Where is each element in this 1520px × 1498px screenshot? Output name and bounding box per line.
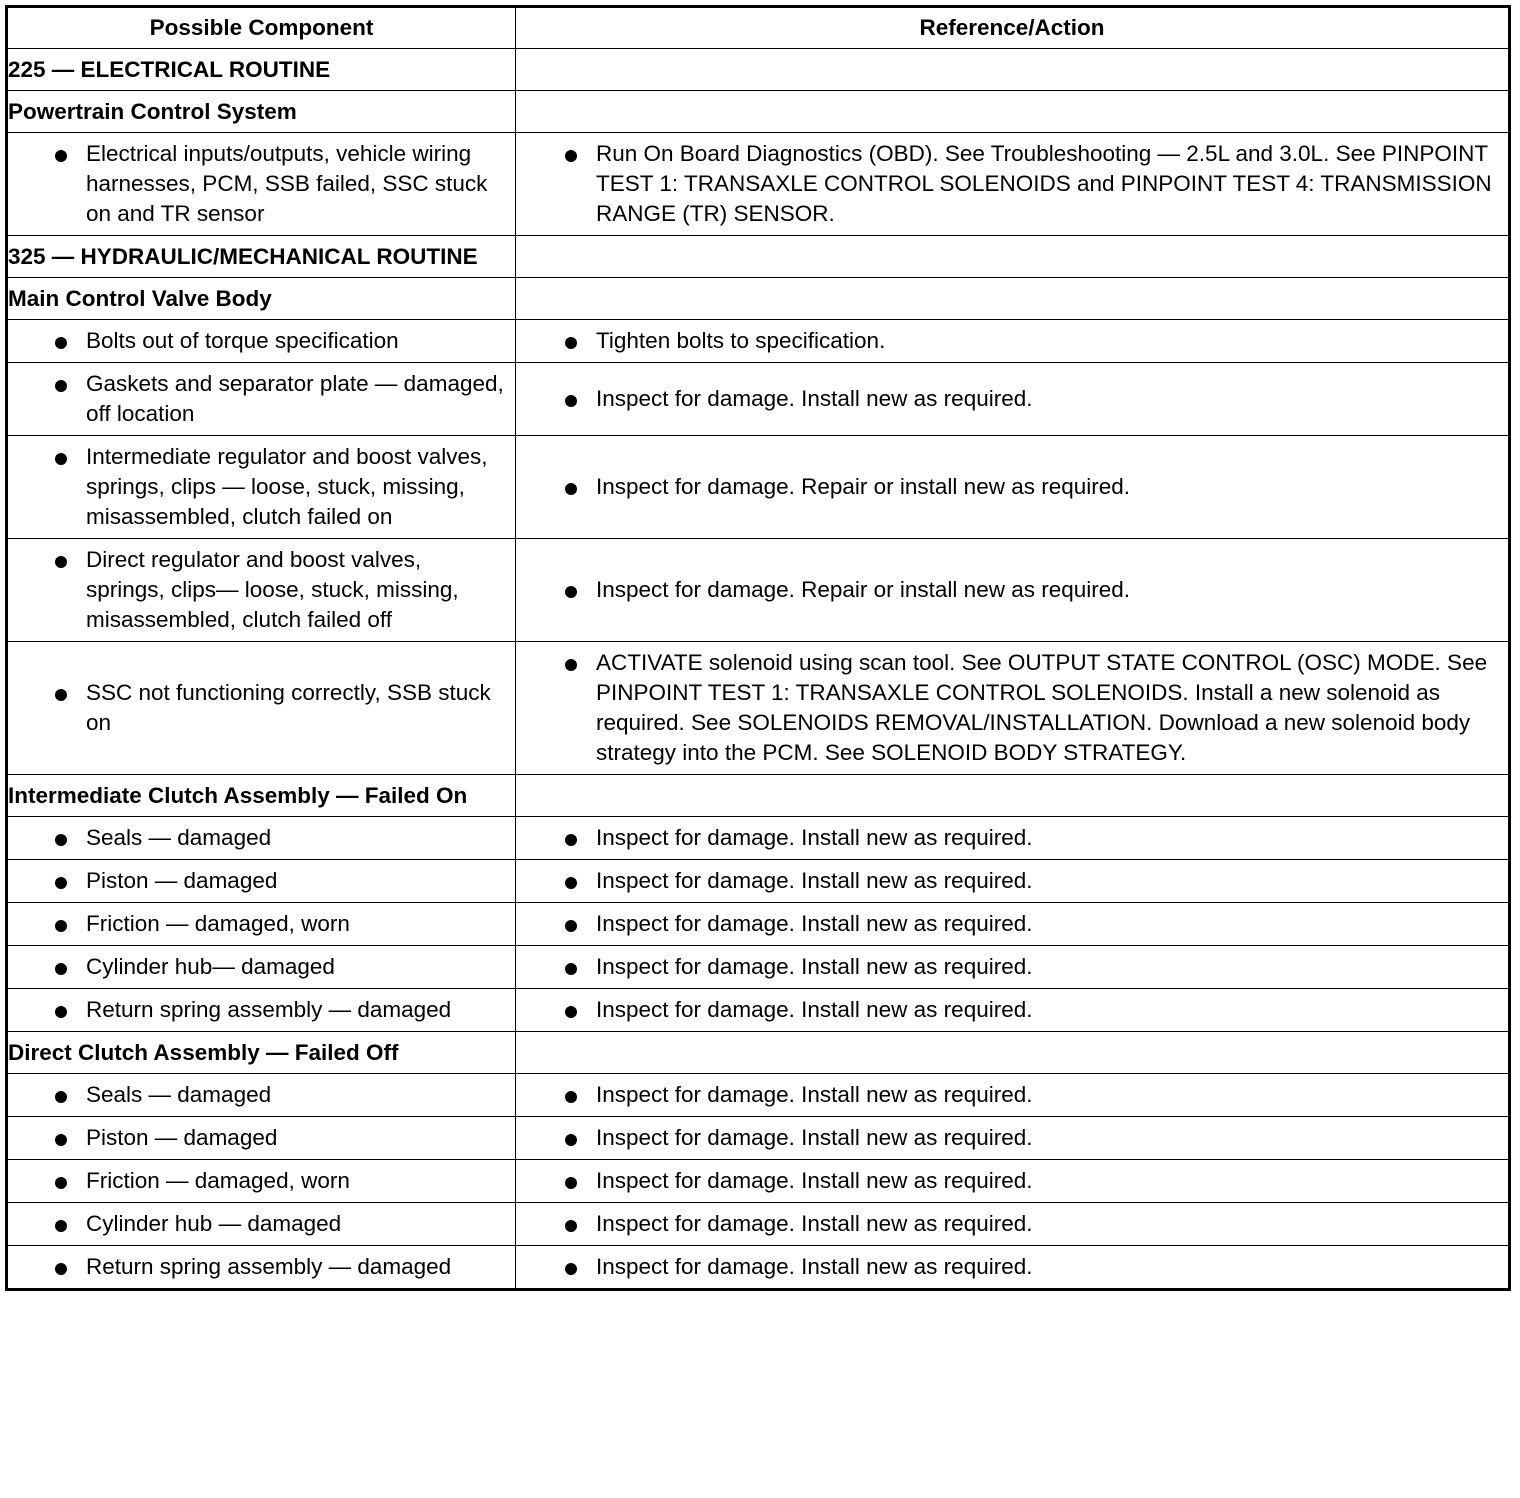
table-row <box>7 860 1510 903</box>
section-label: Intermediate Clutch Assembly — Failed On <box>7 775 516 817</box>
header-row <box>7 7 1510 49</box>
section-label: 225 — ELECTRICAL ROUTINE <box>7 49 516 91</box>
section-row <box>7 278 1510 320</box>
section-empty-cell <box>516 49 1510 91</box>
action-text: Inspect for damage. Install new as required. <box>596 989 1508 1031</box>
table-row <box>7 1203 1510 1246</box>
action-text: Inspect for damage. Install new as required. <box>596 1160 1508 1202</box>
section-row <box>7 49 1510 91</box>
component-text: Cylinder hub — damaged <box>86 1203 515 1245</box>
action-text: Inspect for damage. Install new as required. <box>596 1246 1508 1288</box>
component-cell <box>7 539 516 642</box>
component-text: Intermediate regulator and boost valves, springs, clips — loose, stuck, missing, misassembled, clutch failed on <box>86 436 515 538</box>
action-cell <box>516 1074 1510 1117</box>
action-text: Run On Board Diagnostics (OBD). See Troubleshooting — 2.5L and 3.0L. See PINPOINT TEST 1: TRANSAXLE CONTROL SOLENOIDS and PINPOINT TEST 4: TRANSMISSION RANGE (TR) SENSOR. <box>596 133 1508 235</box>
component-cell <box>7 1117 516 1160</box>
component-cell <box>7 946 516 989</box>
component-text: Direct regulator and boost valves, springs, clips— loose, stuck, missing, misassembled, clutch failed off <box>86 539 515 641</box>
action-cell <box>516 860 1510 903</box>
action-cell <box>516 133 1510 236</box>
action-cell <box>516 363 1510 436</box>
header-possible-component: Possible Component <box>7 7 516 49</box>
table-row <box>7 989 1510 1032</box>
section-label: Main Control Valve Body <box>7 278 516 320</box>
section-label: Direct Clutch Assembly — Failed Off <box>7 1032 516 1074</box>
table-row <box>7 539 1510 642</box>
component-text: Friction — damaged, worn <box>86 1160 515 1202</box>
table-row <box>7 1246 1510 1290</box>
table-body <box>7 49 1510 1290</box>
table-row <box>7 1160 1510 1203</box>
action-text: Inspect for damage. Install new as required. <box>596 903 1508 945</box>
action-text: Inspect for damage. Install new as required. <box>596 860 1508 902</box>
section-row <box>7 236 1510 278</box>
section-empty-cell <box>516 278 1510 320</box>
action-cell <box>516 1117 1510 1160</box>
component-cell <box>7 1203 516 1246</box>
component-text: Seals — damaged <box>86 1074 515 1116</box>
table-row <box>7 133 1510 236</box>
component-cell <box>7 1160 516 1203</box>
action-text: Inspect for damage. Repair or install new as required. <box>596 569 1508 611</box>
action-cell <box>516 1203 1510 1246</box>
section-empty-cell <box>516 236 1510 278</box>
action-cell <box>516 817 1510 860</box>
action-text: Inspect for damage. Repair or install new as required. <box>596 466 1508 508</box>
section-row <box>7 91 1510 133</box>
component-text: Piston — damaged <box>86 860 515 902</box>
table-row <box>7 436 1510 539</box>
action-cell <box>516 539 1510 642</box>
action-text: Inspect for damage. Install new as required. <box>596 817 1508 859</box>
header-reference-action: Reference/Action <box>516 7 1510 49</box>
action-text: Inspect for damage. Install new as required. <box>596 1203 1508 1245</box>
section-row <box>7 1032 1510 1074</box>
component-cell <box>7 989 516 1032</box>
action-cell <box>516 642 1510 775</box>
action-cell <box>516 1160 1510 1203</box>
component-cell <box>7 436 516 539</box>
action-text: Tighten bolts to specification. <box>596 320 1508 362</box>
section-label: Powertrain Control System <box>7 91 516 133</box>
section-row <box>7 775 1510 817</box>
component-cell <box>7 817 516 860</box>
table-row <box>7 642 1510 775</box>
component-text: Return spring assembly — damaged <box>86 989 515 1031</box>
action-text: Inspect for damage. Install new as required. <box>596 378 1508 420</box>
component-cell <box>7 642 516 775</box>
action-cell <box>516 436 1510 539</box>
component-cell <box>7 133 516 236</box>
component-text: Piston — damaged <box>86 1117 515 1159</box>
action-cell <box>516 1246 1510 1290</box>
component-text: SSC not functioning correctly, SSB stuck on <box>86 672 515 744</box>
component-text: Seals — damaged <box>86 817 515 859</box>
action-text: Inspect for damage. Install new as required. <box>596 946 1508 988</box>
action-text: ACTIVATE solenoid using scan tool. See OUTPUT STATE CONTROL (OSC) MODE. See PINPOINT TEST 1: TRANSAXLE CONTROL SOLENOIDS. Install a new solenoid as required. See SOLENOIDS REMOVAL/INSTALLATION. Download a new solenoid body strategy into the PCM. See SOLENOID BODY STRATEGY. <box>596 642 1508 774</box>
table-row <box>7 1074 1510 1117</box>
table-row <box>7 320 1510 363</box>
component-cell <box>7 320 516 363</box>
component-cell <box>7 363 516 436</box>
diagnosis-table <box>5 5 1511 1291</box>
table-row <box>7 363 1510 436</box>
table-row <box>7 1117 1510 1160</box>
section-empty-cell <box>516 775 1510 817</box>
component-text: Friction — damaged, worn <box>86 903 515 945</box>
component-text: Gaskets and separator plate — damaged, off location <box>86 363 515 435</box>
action-text: Inspect for damage. Install new as required. <box>596 1117 1508 1159</box>
action-cell <box>516 946 1510 989</box>
component-text: Bolts out of torque specification <box>86 320 515 362</box>
table-row <box>7 946 1510 989</box>
section-empty-cell <box>516 91 1510 133</box>
component-text: Electrical inputs/outputs, vehicle wiring harnesses, PCM, SSB failed, SSC stuck on and TR sensor <box>86 133 515 235</box>
action-cell <box>516 320 1510 363</box>
section-empty-cell <box>516 1032 1510 1074</box>
component-cell <box>7 860 516 903</box>
component-cell <box>7 903 516 946</box>
component-cell <box>7 1074 516 1117</box>
action-cell <box>516 903 1510 946</box>
action-text: Inspect for damage. Install new as required. <box>596 1074 1508 1116</box>
table-row <box>7 817 1510 860</box>
section-label: 325 — HYDRAULIC/MECHANICAL ROUTINE <box>7 236 516 278</box>
action-cell <box>516 989 1510 1032</box>
component-text: Return spring assembly — damaged <box>86 1246 515 1288</box>
component-cell <box>7 1246 516 1290</box>
component-text: Cylinder hub— damaged <box>86 946 515 988</box>
table-row <box>7 903 1510 946</box>
